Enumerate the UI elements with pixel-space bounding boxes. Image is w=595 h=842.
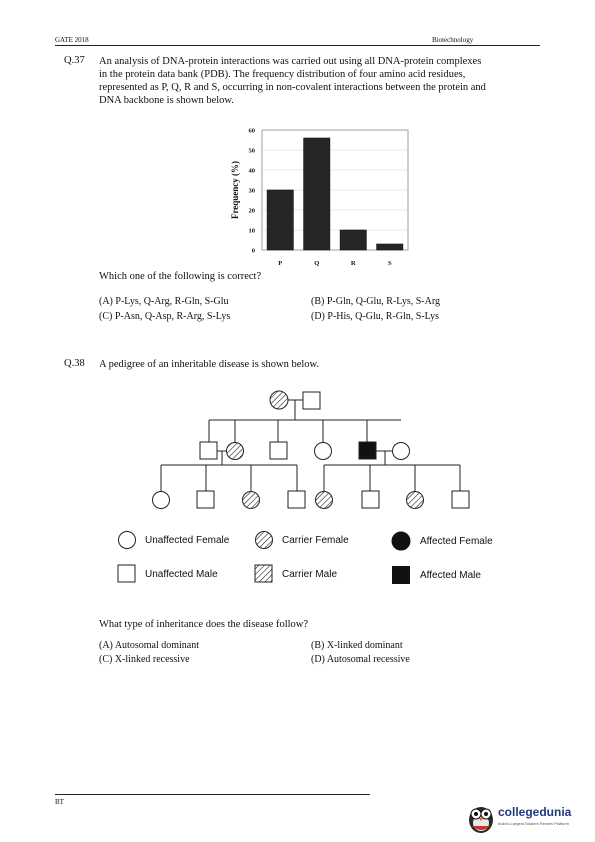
unaffected-female-symbol xyxy=(393,443,410,460)
unaffected-female-symbol xyxy=(315,443,332,460)
carrier-female-symbol xyxy=(270,391,288,409)
y-tick-label: 10 xyxy=(248,227,255,235)
carrier-female-symbol xyxy=(407,492,424,509)
q38-number: Q.38 xyxy=(64,358,85,369)
legend-affected-male-label: Affected Male xyxy=(420,570,481,581)
legend-unaffected-male-icon xyxy=(117,564,137,584)
collegedunia-logo xyxy=(466,800,586,836)
q37-text xyxy=(99,55,544,107)
legend-carrier-male-icon xyxy=(254,564,274,584)
bar-r xyxy=(340,230,366,250)
unaffected-male-symbol xyxy=(200,442,217,459)
header-exam: GATE 2018 xyxy=(55,36,89,44)
y-tick-label: 0 xyxy=(251,247,255,255)
header-subject: Biotechnology xyxy=(432,36,474,44)
q37-number: Q.37 xyxy=(64,55,85,66)
carrier-female-symbol xyxy=(227,443,244,460)
y-tick-label: 30 xyxy=(248,187,255,195)
legend-carrier-male-label: Carrier Male xyxy=(282,569,338,580)
q37-question: Which one of the following is correct? xyxy=(99,271,262,282)
q37-text-line: DNA backbone is shown below. xyxy=(99,95,234,106)
unaffected-male-symbol xyxy=(288,491,305,508)
x-tick-label: P xyxy=(278,260,283,267)
unaffected-male-symbol xyxy=(303,392,320,409)
legend-carrier-female-icon xyxy=(254,530,274,550)
header-rule xyxy=(55,45,540,46)
pedigree-diagram xyxy=(0,380,595,520)
q38-option-b: (B) X-linked dominant xyxy=(311,640,403,651)
x-tick-label: S xyxy=(387,260,392,267)
q38-text: A pedigree of an inheritable disease is shown below. xyxy=(99,359,320,370)
legend-unaffected-male-label: Unaffected Male xyxy=(145,569,218,580)
carrier-female-symbol xyxy=(243,492,260,509)
legend-unaffected-female-label: Unaffected Female xyxy=(145,535,230,546)
q38-option-d: (D) Autosomal recessive xyxy=(311,654,410,665)
y-tick-label: 60 xyxy=(248,127,255,135)
q37-option-a: (A) P-Lys, Q-Arg, R-Gln, S-Glu xyxy=(99,296,229,307)
q37-text-line: An analysis of DNA-protein interactions was carried out using all DNA-protein complexes xyxy=(99,56,482,67)
q37-text-line: in the protein data bank (PDB). The frequency distribution of four amino acid residues, xyxy=(99,69,466,80)
y-tick-label: 50 xyxy=(248,147,255,155)
unaffected-male-symbol xyxy=(270,442,287,459)
unaffected-female-symbol xyxy=(153,492,170,509)
x-tick-label: R xyxy=(350,260,356,267)
carrier-female-symbol xyxy=(316,492,333,509)
q37-option-c: (C) P-Asn, Q-Asp, R-Arg, S-Lys xyxy=(99,311,231,322)
bar-q xyxy=(304,138,330,250)
logo-tagline: India's Largest Student Review Platform xyxy=(498,821,570,826)
legend-unaffected-female-icon xyxy=(117,530,137,550)
unaffected-male-symbol xyxy=(362,491,379,508)
q37-text-line: represented as P, Q, R and S, occurring in non-covalent interactions between the protein and xyxy=(99,82,486,93)
q38-question: What type of inheritance does the disease follow? xyxy=(99,619,309,630)
unaffected-male-symbol xyxy=(452,491,469,508)
footer-code: BT xyxy=(55,798,64,806)
q38-option-c: (C) X-linked recessive xyxy=(99,654,190,665)
x-tick-label: Q xyxy=(314,260,320,267)
legend-affected-female-label: Affected Female xyxy=(420,536,493,547)
affected-male-symbol xyxy=(359,442,376,459)
y-tick-label: 40 xyxy=(248,167,255,175)
frequency-bar-chart xyxy=(215,120,415,270)
owl-mascot-icon xyxy=(466,800,496,834)
logo-wordmark: collegedunia xyxy=(498,805,572,819)
legend-carrier-female-label: Carrier Female xyxy=(282,535,349,546)
q37-option-d: (D) P-His, Q-Glu, R-Gln, S-Lys xyxy=(311,311,440,322)
bar-p xyxy=(267,190,293,250)
legend-affected-female-icon xyxy=(391,531,411,551)
footer-rule xyxy=(55,794,370,795)
y-axis-label: Frequency (%) xyxy=(230,160,240,220)
q37-option-b: (B) P-Gln, Q-Glu, R-Lys, S-Arg xyxy=(311,296,440,307)
y-tick-label: 20 xyxy=(248,207,255,215)
q38-option-a: (A) Autosomal dominant xyxy=(99,640,199,651)
legend-affected-male-icon xyxy=(391,565,411,585)
unaffected-male-symbol xyxy=(197,491,214,508)
bar-s xyxy=(377,244,403,250)
